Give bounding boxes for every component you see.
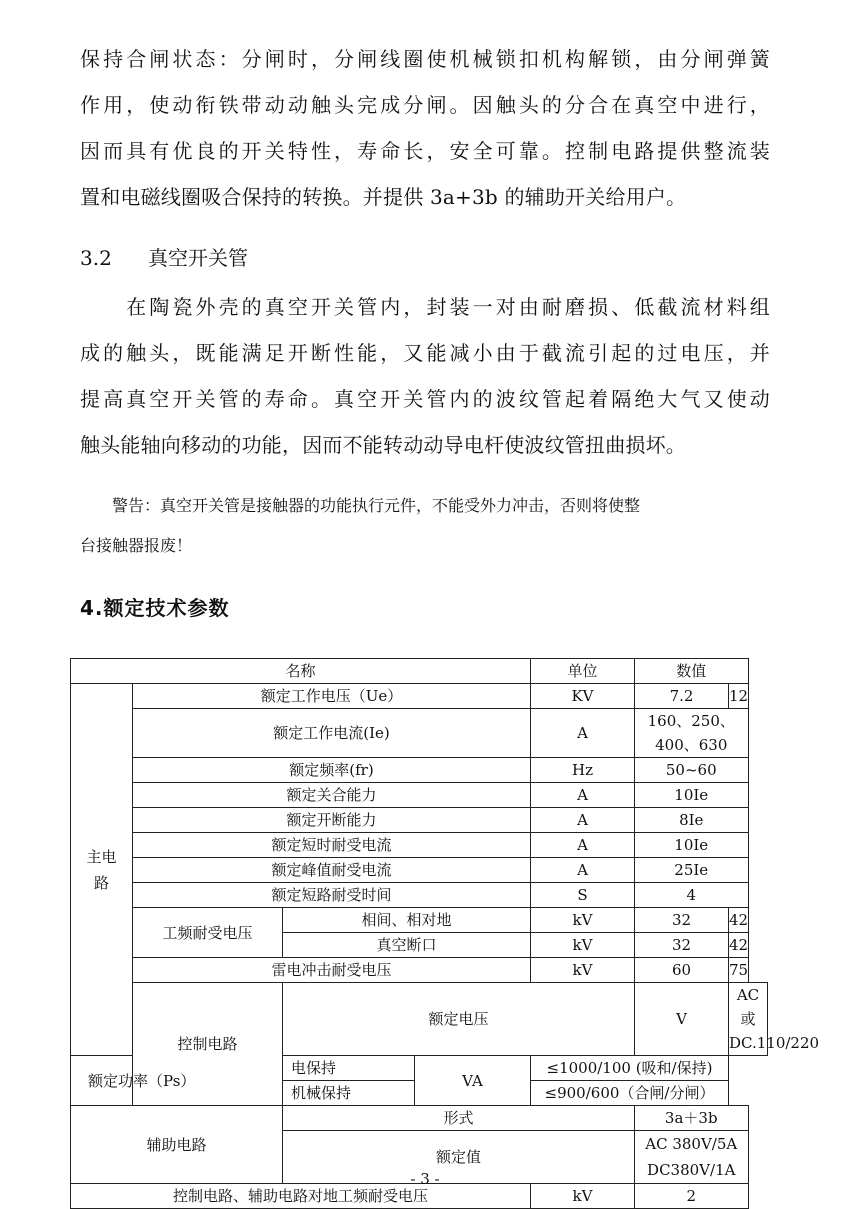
section-title: 真空开关管 (148, 246, 248, 270)
warning-note (80, 486, 760, 566)
rated-power-label: 额定功率（Ps） (71, 1056, 213, 1106)
text-line: 在陶瓷外壳的真空开关管内，封装一对由耐磨损、低截流材料组 (80, 295, 770, 319)
row-name: 电保持 (283, 1056, 415, 1081)
text-line: 台接触器报废！ (80, 536, 193, 555)
text-line: 成的触头，既能满足开断性能，又能减小由于截流引起的过电压，并 (80, 341, 770, 365)
section-heading-4: 4.额定技术参数 (80, 596, 230, 620)
intro-paragraph (80, 36, 770, 220)
row-value: 60 (635, 958, 729, 983)
main-circuit-label: 主电路 (71, 684, 133, 1056)
row-value: 25Ie (635, 858, 749, 883)
row-name: 相间、相对地 (283, 908, 531, 933)
row-value: AC 或 DC.110/220 (729, 983, 768, 1056)
row-value: 32 (635, 933, 729, 958)
header-value: 数值 (635, 659, 749, 684)
table-row (71, 983, 768, 1056)
row-unit: kV (531, 933, 635, 958)
table-row (71, 808, 768, 833)
table-row (71, 833, 768, 858)
row-unit: A (531, 783, 635, 808)
row-value: ≤900/600（合闸/分闸） (531, 1081, 729, 1106)
text-line: 作用，使动衔铁带动动触头完成分闸。因触头的分合在真空中进行， (80, 93, 770, 117)
vacuum-tube-paragraph (80, 284, 770, 468)
row-value: 160、250、400、630 (635, 709, 749, 758)
row-name: 额定峰值耐受电流 (133, 858, 531, 883)
row-name: 额定值 (283, 1131, 635, 1184)
text-line: 因而具有优良的开关特性，寿命长，安全可靠。控制电路提供整流装 (80, 139, 770, 163)
row-unit: kV (531, 958, 635, 983)
row-value: 75 (729, 958, 749, 983)
row-name: 雷电冲击耐受电压 (133, 958, 531, 983)
row-unit: Hz (531, 758, 635, 783)
row-name: 额定关合能力 (133, 783, 531, 808)
row-name: 形式 (283, 1106, 635, 1131)
row-name: 额定短路耐受时间 (133, 883, 531, 908)
row-value: 7.2 (635, 684, 729, 709)
row-value: 2 (635, 1184, 749, 1209)
text-line: 置和电磁线圈吸合保持的转换。并提供 3a+3b 的辅助开关给用户。 (80, 185, 687, 209)
row-value: 4 (635, 883, 749, 908)
section-heading-3-2 (80, 238, 248, 278)
table-row (71, 958, 768, 983)
row-name: 真空断口 (283, 933, 531, 958)
table-row (71, 883, 768, 908)
rated-value-ac: AC 380V/5A (645, 1135, 738, 1153)
section-number: 3.2 (80, 246, 112, 270)
row-unit: kV (531, 908, 635, 933)
row-unit: A (531, 858, 635, 883)
row-name: 机械保持 (283, 1081, 415, 1106)
row-value: 8Ie (635, 808, 749, 833)
table-row (71, 908, 768, 933)
text-line: 提高真空开关管的寿命。真空开关管内的波纹管起着隔绝大气又使动 (80, 387, 770, 411)
row-name: 额定开断能力 (133, 808, 531, 833)
table-row (71, 709, 768, 758)
row-unit: A (531, 833, 635, 858)
row-value: 50~60 (635, 758, 749, 783)
rated-value-dc: DC380V/1A (647, 1161, 736, 1179)
row-unit: V (635, 983, 729, 1056)
row-name: 额定工作电压（Ue） (133, 684, 531, 709)
power-frequency-label: 工频耐受电压 (133, 908, 283, 958)
row-value: 32 (635, 908, 729, 933)
row-value: 42 (729, 933, 749, 958)
table-row (71, 684, 768, 709)
row-value: 42 (729, 908, 749, 933)
row-unit: kV (531, 1184, 635, 1209)
table-row (71, 758, 768, 783)
text-line: 触头能轴向移动的功能，因而不能转动动导电杆使波纹管扭曲损坏。 (80, 433, 686, 457)
header-name: 名称 (71, 659, 531, 684)
table-header-row (71, 659, 768, 684)
aux-circuit-label: 辅助电路 (71, 1106, 283, 1184)
row-unit: A (531, 808, 635, 833)
text-line: 保持合闸状态：分闸时，分闸线圈使机械锁扣机构解锁，由分闸弹簧 (80, 47, 770, 71)
header-unit: 单位 (531, 659, 635, 684)
row-unit: A (531, 709, 635, 758)
table-row (71, 783, 768, 808)
row-value: 10Ie (635, 833, 749, 858)
table-row (71, 1056, 768, 1081)
row-unit: VA (415, 1056, 531, 1106)
row-name: 额定工作电流(Ie) (133, 709, 531, 758)
rated-parameters-table (70, 658, 820, 1209)
row-name: 额定短时耐受电流 (133, 833, 531, 858)
row-value: 10Ie (635, 783, 749, 808)
table-row (71, 1106, 768, 1131)
row-unit: S (531, 883, 635, 908)
text-line: 警告：真空开关管是接触器的功能执行元件，不能受外力冲击，否则将使整 (80, 496, 641, 515)
row-name: 额定频率(fr) (133, 758, 531, 783)
row-unit: KV (531, 684, 635, 709)
row-value: 12 (729, 684, 749, 709)
row-value: ≤1000/100 (吸和/保持) (531, 1056, 729, 1081)
page-number: - 3 - (410, 1170, 440, 1188)
table-row (71, 858, 768, 883)
control-circuit-label: 控制电路 (133, 983, 283, 1106)
row-value: 3a＋3b (635, 1106, 749, 1131)
row-name: 控制电路、辅助电路对地工频耐受电压 (71, 1184, 531, 1209)
row-name: 额定电压 (283, 983, 635, 1056)
